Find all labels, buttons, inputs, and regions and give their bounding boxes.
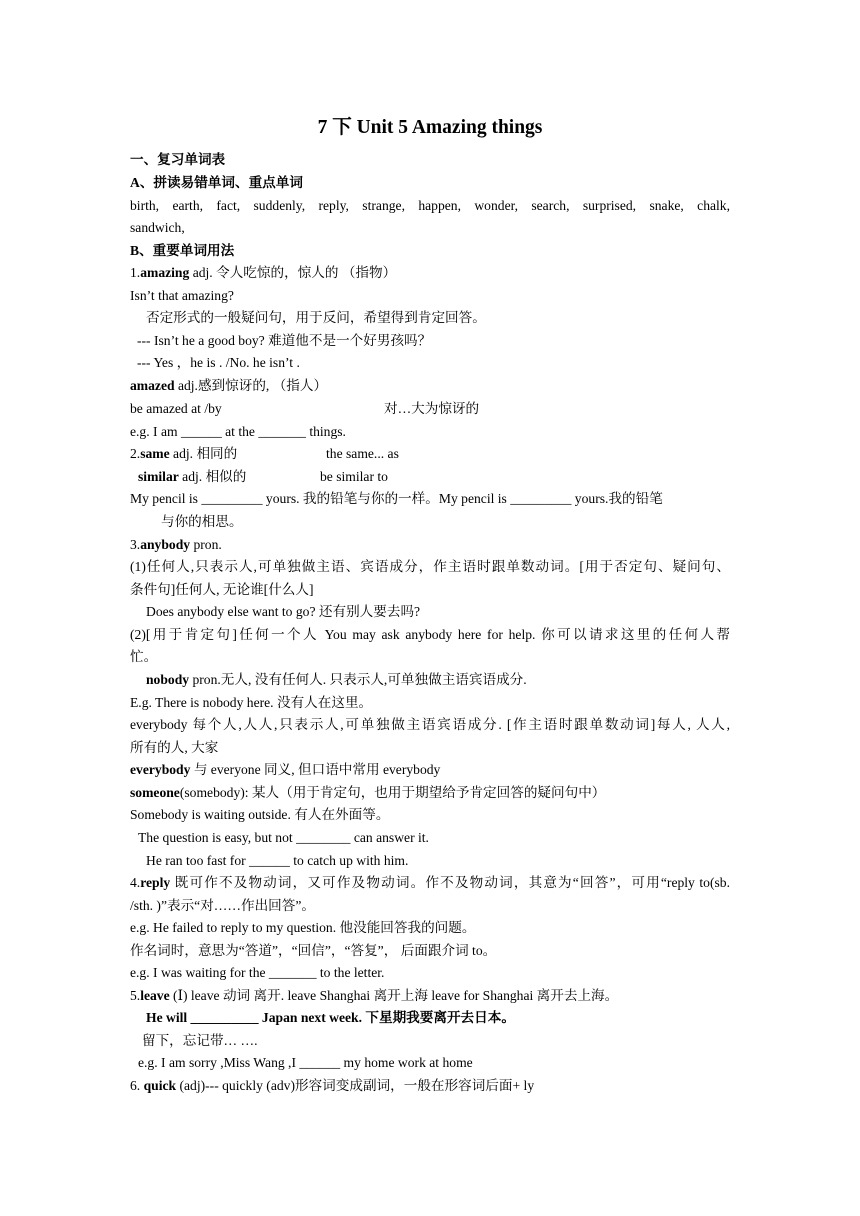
anybody-usage-1-line-2: 条件句]任何人, 无论谁[什么人] <box>130 582 314 597</box>
anybody-usage-2-line-2: 忙。 <box>130 649 158 664</box>
keyword-amazing: amazing <box>140 265 190 280</box>
item-number: 5. <box>130 988 141 1003</box>
phrase-the-same-as: the same... as <box>326 446 399 461</box>
reply-noun-usage: 作名词时，意思为“答道”，“回信”，“答复”， 后面跟介词 to。 <box>130 943 497 958</box>
exercise-question-easy: The question is easy, but not ________ can answer it. <box>138 830 429 845</box>
phrase-be-amazed: be amazed at /by <box>130 401 222 416</box>
anybody-usage-1-line-1: (1)任何人,只表示人,可单独做主语、宾语成分，作主语时跟单数动词。[用于否定句、疑问句、 <box>130 559 730 574</box>
exercise-pencil-line-1: My pencil is _________ yours. 我的铅笔与你的一样。My pencil is _________ yours.我的铅笔 <box>130 491 663 506</box>
item-leave <box>130 987 618 1005</box>
item-anybody <box>130 536 222 554</box>
item-same <box>130 445 237 463</box>
item-definition: (adj)--- quickly (adv)形容词变成副词，一般在形容词后面+ ly <box>176 1078 535 1093</box>
section-b-heading: B、重要单词用法 <box>130 243 235 258</box>
item-everybody <box>130 761 440 779</box>
anybody-example: Does anybody else want to go? 还有别人要去吗? <box>146 604 421 619</box>
keyword-leave: leave <box>140 988 170 1003</box>
item-definition: (Ⅰ) leave 动词 离开. leave Shanghai 离开上海 leave for Shanghai 离开去上海。 <box>169 988 619 1003</box>
item-quick <box>130 1077 534 1095</box>
item-definition: adj. 相同的 <box>169 446 238 461</box>
item-someone <box>130 784 605 802</box>
example-dialogue-question: --- Isn’t he a good boy? 难道他不是一个好男孩吗？ <box>137 333 432 348</box>
item-amazed <box>130 377 327 395</box>
grammar-note: 否定形式的一般疑问句，用于反问，希望得到肯定回答。 <box>146 310 486 325</box>
page-title: 7 下 Unit 5 Amazing things <box>317 117 543 138</box>
exercise-he-will: He will __________ Japan next week. 下星期我要离开去日本。 <box>146 1010 515 1025</box>
item-definition: 既可作不及物动词，又可作及物动词。作不及物动词，其意为“回答”，可用“reply to(sb. <box>170 875 730 890</box>
reply-example-2: e.g. I was waiting for the _______ to the letter. <box>130 965 385 980</box>
item-reply <box>130 874 730 892</box>
reply-definition-line-2: /sth. )”表示“对……作出回答”。 <box>130 898 316 913</box>
keyword-anybody: anybody <box>140 537 191 552</box>
keyword-someone: someone <box>130 785 180 800</box>
exercise-amazed: e.g. I am ______ at the _______ things. <box>130 424 346 439</box>
exercise-pencil-line-2: 与你的相思。 <box>161 514 243 529</box>
keyword-reply: reply <box>140 875 171 890</box>
word-list-line-2: sandwich, <box>130 220 185 235</box>
item-definition: 与 everyone 同义, 但口语中常用 everybody <box>190 762 441 777</box>
reply-example-1: e.g. He failed to reply to my question. 他没能回答我的问题。 <box>130 920 476 935</box>
item-number: 3. <box>130 537 141 552</box>
everybody-usage-line-1: everybody 每个人,人人,只表示人,可单独做主语宾语成分. [作主语时跟单数动词]每人, 人人, <box>130 717 730 732</box>
item-definition: pron. <box>190 537 222 552</box>
item-similar <box>138 468 246 486</box>
nobody-example: E.g. There is nobody here. 没有人在这里。 <box>130 695 373 710</box>
exercise-ran-too-fast: He ran too fast for ______ to catch up with him. <box>146 853 409 868</box>
somebody-example: Somebody is waiting outside. 有人在外面等。 <box>130 807 390 822</box>
item-number: 1. <box>130 265 141 280</box>
anybody-usage-2-line-1: (2)[用于肯定句]任何一个人 You may ask anybody here for help. 你可以请求这里的任何人帮 <box>130 627 730 642</box>
item-definition: adj.感到惊讶的, （指人） <box>174 378 328 393</box>
phrase-be-similar-to: be similar to <box>320 469 388 484</box>
item-nobody <box>146 671 527 689</box>
keyword-everybody: everybody <box>130 762 191 777</box>
keyword-same: same <box>140 446 170 461</box>
item-number: 6. <box>130 1078 144 1093</box>
keyword-similar: similar <box>138 469 179 484</box>
section-heading-review-vocab: 一、复习单词表 <box>130 152 226 167</box>
example-dialogue-answer: --- Yes ，he is . /No. he isn’t . <box>137 355 300 370</box>
item-definition: (somebody): 某人（用于肯定句，也用于期望给予肯定回答的疑问句中） <box>179 785 606 800</box>
keyword-quick: quick <box>143 1078 177 1093</box>
item-number: 2. <box>130 446 141 461</box>
everybody-usage-line-2: 所有的人, 大家 <box>130 740 219 755</box>
item-definition: pron.无人, 没有任何人. 只表示人,可单独做主语宾语成分. <box>189 672 527 687</box>
phrase-be-amazed-meaning: 对…大为惊讶的 <box>384 401 480 416</box>
item-amazing <box>130 264 396 282</box>
leave-example: e.g. I am sorry ,Miss Wang ,I ______ my home work at home <box>138 1055 473 1070</box>
example-sentence: Isn’t that amazing? <box>130 288 234 303</box>
keyword-amazed: amazed <box>130 378 175 393</box>
leave-meaning-2: 留下，忘记带… …. <box>142 1033 258 1048</box>
keyword-nobody: nobody <box>146 672 190 687</box>
item-definition: adj. 令人吃惊的，惊人的 （指物） <box>189 265 397 280</box>
item-definition: adj. 相似的 <box>178 469 247 484</box>
section-a-heading: A、拼读易错单词、重点单词 <box>130 175 303 190</box>
item-number: 4. <box>130 875 141 890</box>
word-list-line-1: birth, earth, fact, suddenly, reply, strange, happen, wonder, search, surprised, snake, chalk, <box>130 198 730 213</box>
